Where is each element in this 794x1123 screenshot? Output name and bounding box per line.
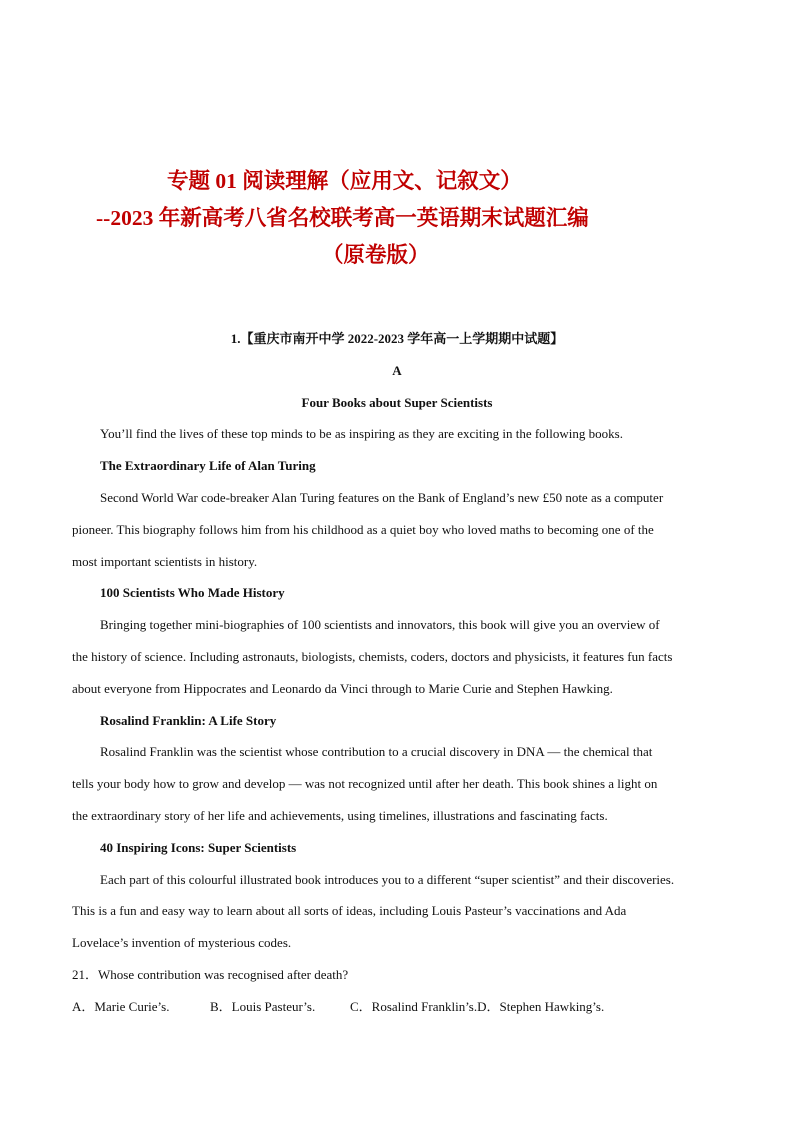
book-1-line-1: Second World War code-breaker Alan Turing features on the Bank of England’s new £50 note as a computer bbox=[100, 489, 664, 505]
question-stem: 21．Whose contribution was recognised after death? bbox=[72, 966, 349, 982]
book-3-line-3: the extraordinary story of her life and achievements, using timelines, illustrations and fascinating facts. bbox=[72, 807, 608, 823]
book-2-line-1: Bringing together mini-biographies of 100 scientists and innovators, this book will give you an overview of bbox=[100, 617, 660, 633]
book-1-line-3: most important scientists in history. bbox=[72, 553, 258, 569]
book-3-line-2: tells your body how to grow and develop — was not recognized until after her death. This book shines a light on bbox=[72, 776, 658, 792]
question-source-header: 1.【重庆市南开中学 2022-2023 学年高一上学期期中试题】 bbox=[230, 331, 564, 346]
book-4-line-1: Each part of this colourful illustrated book introduces you to a different “super scientist” and their discoveries. bbox=[100, 871, 675, 887]
passage-title: Four Books about Super Scientists bbox=[301, 394, 493, 410]
question-options bbox=[72, 991, 722, 1023]
book-4-line-2: This is a fun and easy way to learn about all sorts of ideas, including Louis Pasteur’s vaccinations and Ada bbox=[72, 903, 627, 919]
document-body bbox=[72, 323, 722, 1023]
book-2-line-2: the history of science. Including astronauts, biologists, chemists, coders, doctors and physicists, it features fun facts bbox=[72, 648, 673, 664]
book-2-line-3: about everyone from Hippocrates and Leonardo da Vinci through to Marie Curie and Stephen Hawking. bbox=[72, 680, 613, 696]
title-line-3: （原卷版） bbox=[322, 243, 430, 267]
book-1-line-2: pioneer. This biography follows him from his childhood as a quiet boy who loved maths to becoming one of the bbox=[72, 521, 654, 537]
book-title-1: The Extraordinary Life of Alan Turing bbox=[100, 458, 316, 474]
book-title-4: 40 Inspiring Icons: Super Scientists bbox=[100, 839, 297, 855]
option-c: C．Rosalind Franklin’s. bbox=[350, 998, 478, 1014]
title-line-2: --2023 年新高考八省名校联考高一英语期末试题汇编 bbox=[96, 206, 589, 230]
book-3-line-1: Rosalind Franklin was the scientist whose contribution to a crucial discovery in DNA — the chemical that bbox=[100, 744, 653, 760]
document-title bbox=[0, 163, 794, 274]
option-a: A．Marie Curie’s. bbox=[72, 998, 170, 1014]
book-title-2: 100 Scientists Who Made History bbox=[100, 585, 285, 601]
book-4-line-3: Lovelace’s invention of mysterious codes. bbox=[72, 935, 292, 951]
section-letter: A bbox=[392, 362, 402, 378]
option-d: D．Stephen Hawking’s. bbox=[477, 998, 605, 1014]
title-line-1: 专题 01 阅读理解（应用文、记叙文） bbox=[167, 169, 522, 193]
book-title-3: Rosalind Franklin: A Life Story bbox=[100, 712, 277, 728]
option-b: B．Louis Pasteur’s. bbox=[210, 998, 316, 1014]
passage-intro: You’ll find the lives of these top minds to be as inspiring as they are exciting in the following books. bbox=[100, 426, 623, 442]
